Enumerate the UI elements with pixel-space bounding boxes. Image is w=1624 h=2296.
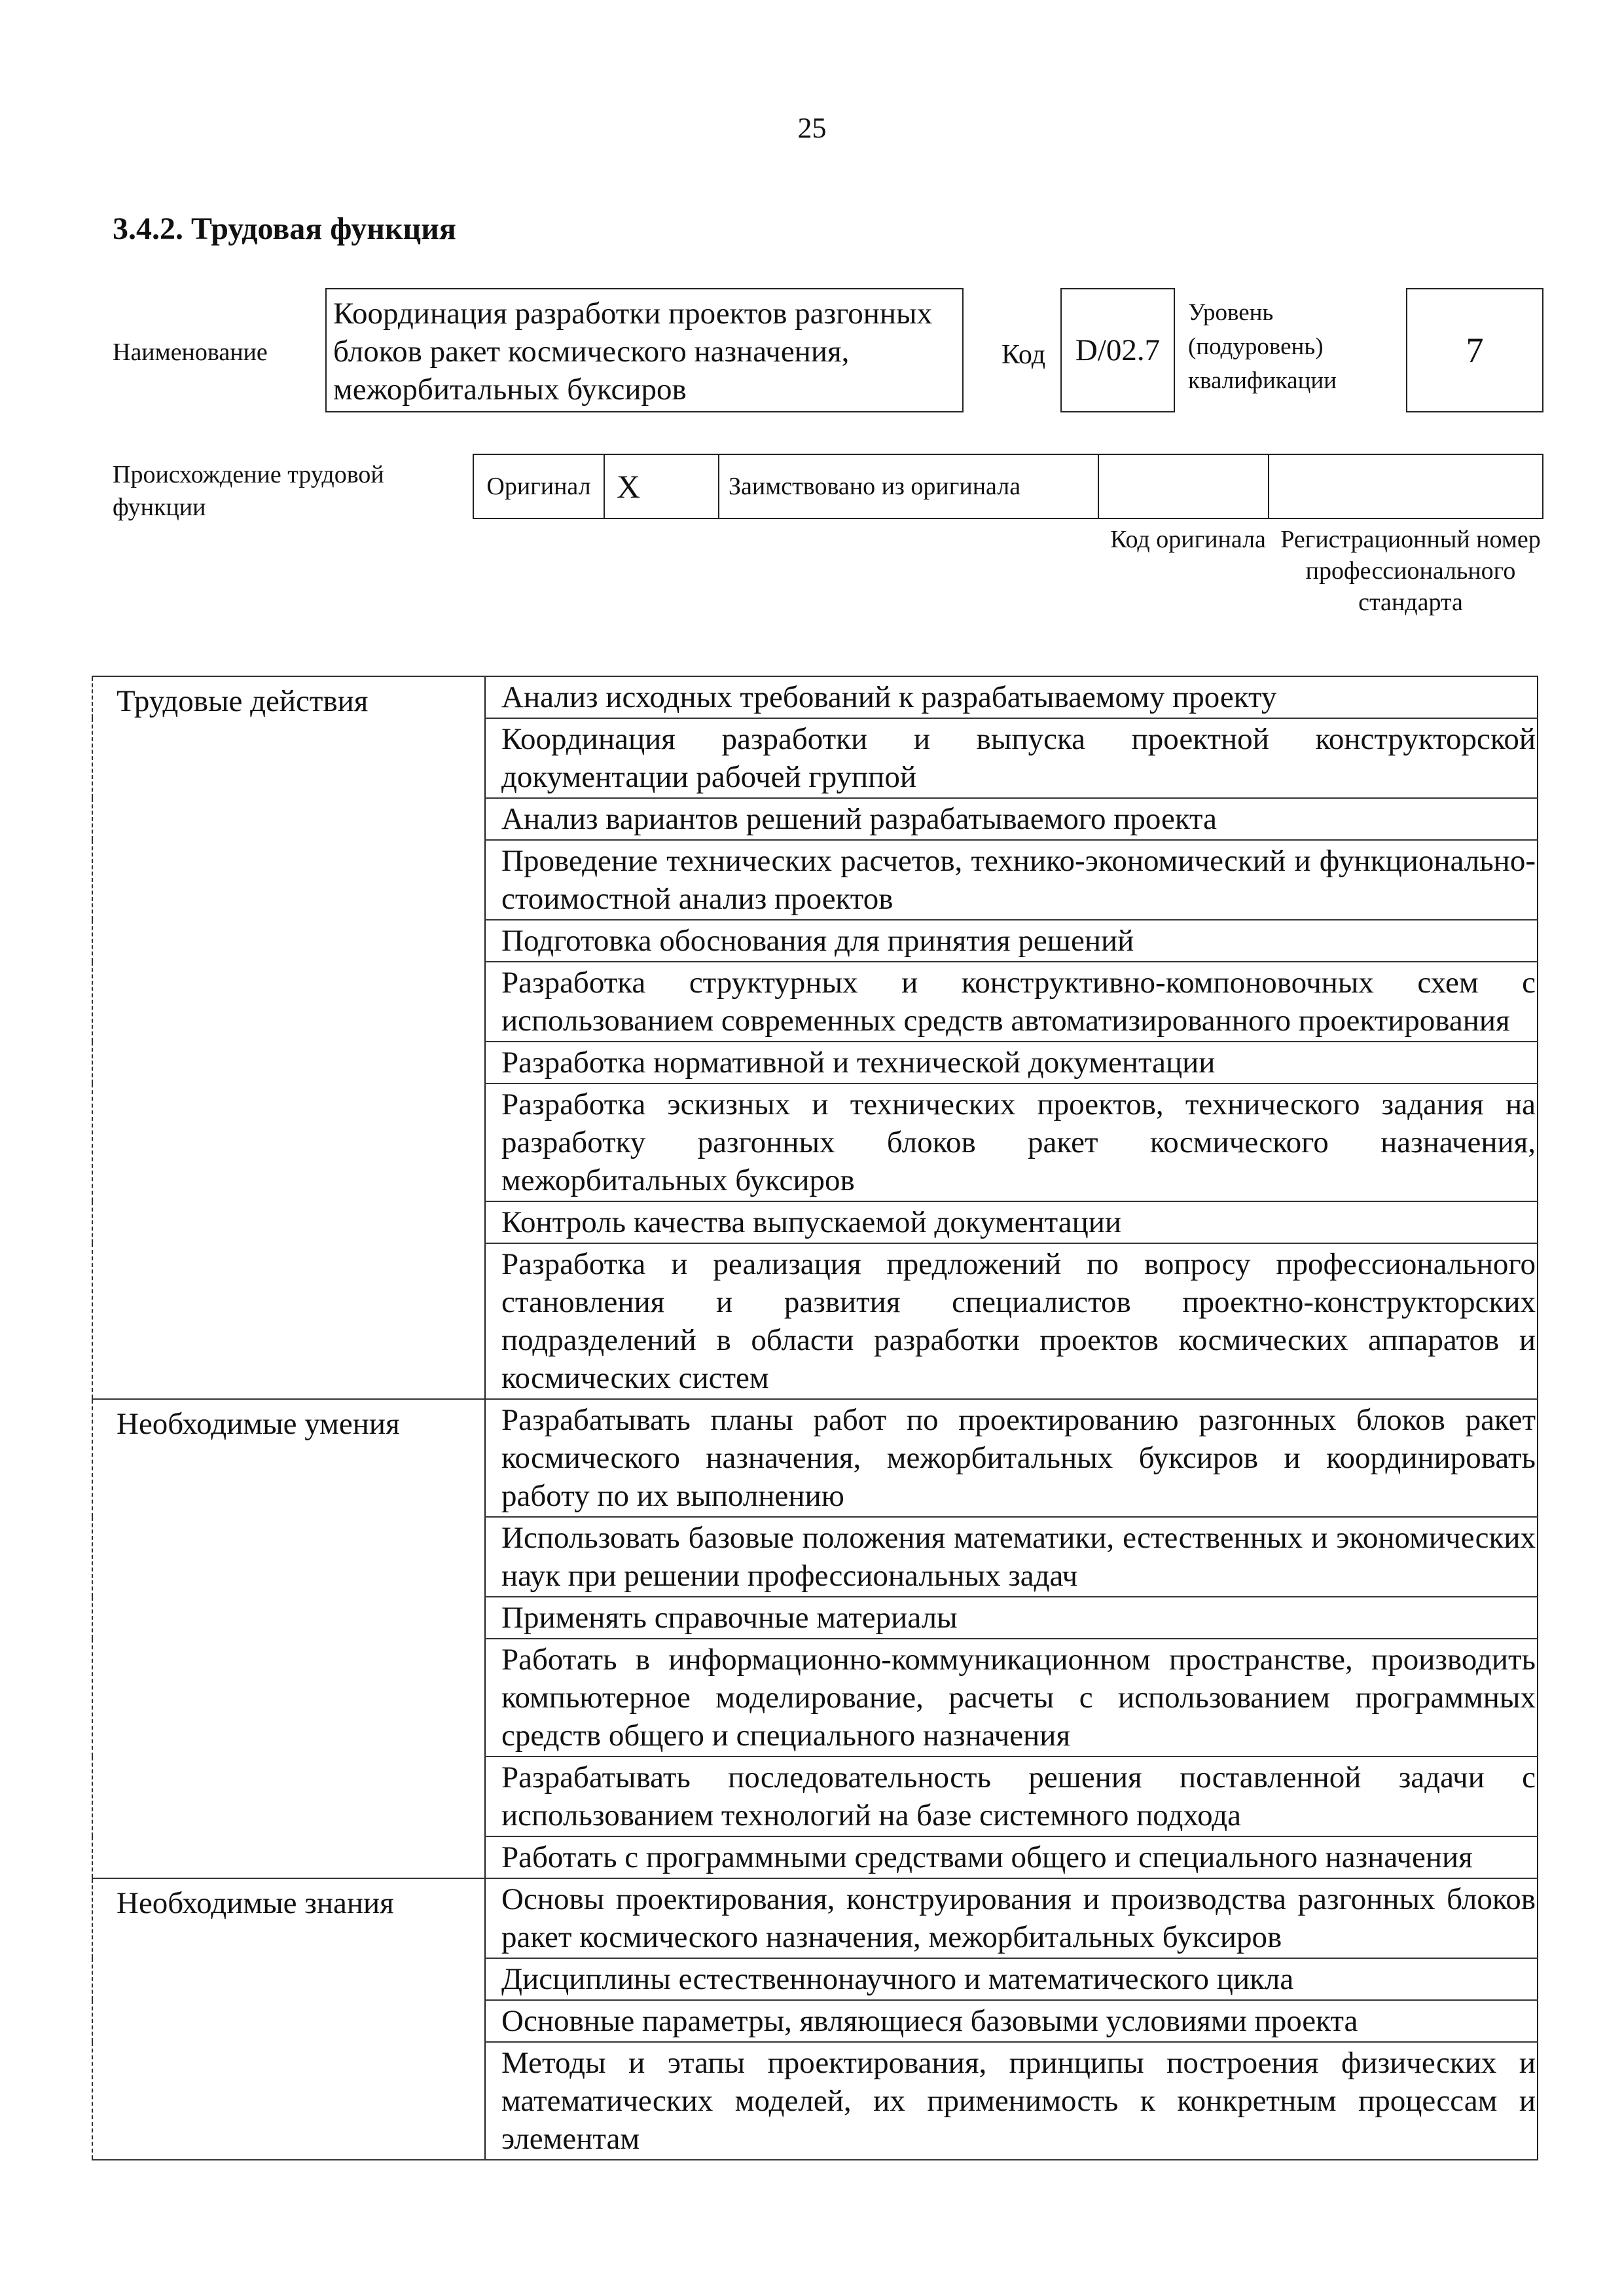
list-item: Разработка структурных и конструктивно-компоновочных схем с использованием современных средств автоматизированного проектирования	[485, 962, 1538, 1042]
table-row	[92, 1878, 1538, 1958]
list-item: Работать с программными средствами общего и специального назначения	[485, 1836, 1538, 1878]
level-label: Уровень (подуровень) квалификации	[1188, 299, 1337, 394]
name-label: Наименование	[113, 338, 268, 366]
list-item: Анализ исходных требований к разрабатываемому проекту	[485, 676, 1538, 718]
list-item: Разрабатывать последовательность решения поставленной задачи с использованием технологий на базе системного подхода	[485, 1757, 1538, 1836]
page-number: 25	[797, 112, 827, 144]
list-item: Контроль качества выпускаемой документации	[485, 1201, 1538, 1243]
list-item: Разрабатывать планы работ по проектированию разгонных блоков ракет космического назначения, межорбитальных буксиров и координировать работу по их выполнению	[485, 1399, 1538, 1517]
name-value-box: Координация разработки проектов разгонных блоков ракет космического назначения, межорбитальных буксиров	[325, 288, 964, 412]
list-item: Анализ вариантов решений разрабатываемого проекта	[485, 798, 1538, 840]
code-value-box: D/02.7	[1060, 288, 1175, 412]
list-item: Дисциплины естественнонаучного и математического цикла	[485, 1958, 1538, 2000]
borrowed-label-cell: Заимствовано из оригинала	[719, 455, 1099, 518]
origin-row	[473, 454, 1543, 519]
section-title-cell: Необходимые умения	[92, 1399, 485, 1878]
list-item: Координация разработки и выпуска проектной конструкторской документации рабочей группой	[485, 718, 1538, 798]
original-label-cell: Оригинал	[474, 455, 605, 518]
list-item: Проведение технических расчетов, технико-экономический и функционально-стоимостной анализ проектов	[485, 840, 1538, 920]
list-item: Основы проектирования, конструирования и производства разгонных блоков ракет космического назначения, межорбитальных буксиров	[485, 1878, 1538, 1958]
list-item: Разработка нормативной и технической документации	[485, 1042, 1538, 1084]
list-item: Использовать базовые положения математики, естественных и экономических наук при решении профессиональных задач	[485, 1517, 1538, 1597]
list-item: Применять справочные материалы	[485, 1597, 1538, 1639]
origin-label: Происхождение трудовой функции	[113, 461, 384, 521]
list-item: Методы и этапы проектирования, принципы построения физических и математических моделей, их применимость к конкретным процессам и элементам	[485, 2042, 1538, 2160]
section-title-cell: Трудовые действия	[92, 676, 485, 1399]
original-mark-cell: X	[605, 455, 719, 518]
list-item: Основные параметры, являющиеся базовыми условиями проекта	[485, 2000, 1538, 2042]
table-row	[92, 676, 1538, 718]
registration-number-cell	[1269, 455, 1542, 518]
list-item: Разработка и реализация предложений по вопросу профессионального становления и развития специалистов проектно-конструкторских подразделений в области разработки проектов космических аппаратов и космических систем	[485, 1243, 1538, 1399]
level-value-box: 7	[1406, 288, 1543, 412]
section-title: 3.4.2. Трудовая функция	[113, 211, 456, 246]
list-item: Подготовка обоснования для принятия решений	[485, 920, 1538, 962]
table-row	[92, 1399, 1538, 1517]
labor-function-table	[92, 676, 1538, 2160]
original-code-caption: Код оригинала	[1110, 526, 1266, 553]
section-title-cell: Необходимые знания	[92, 1878, 485, 2160]
list-item: Разработка эскизных и технических проектов, технического задания на разработку разгонных блоков ракет космического назначения, межорбитальных буксиров	[485, 1084, 1538, 1201]
code-label: Код	[1001, 340, 1046, 370]
registration-caption: Регистрационный номер профессионального стандарта	[1280, 526, 1541, 616]
original-code-cell	[1099, 455, 1269, 518]
list-item: Работать в информационно-коммуникационном пространстве, производить компьютерное моделирование, расчеты с использованием программных средств общего и специального назначения	[485, 1639, 1538, 1757]
